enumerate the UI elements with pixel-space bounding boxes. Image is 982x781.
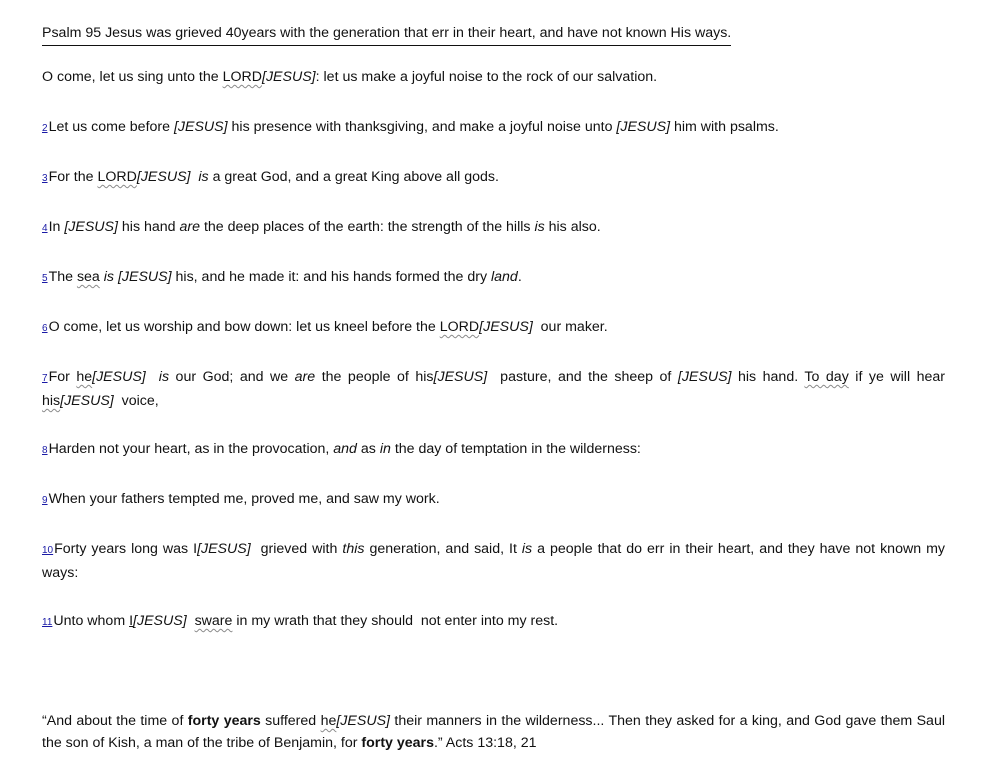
jesus-annotation: [JESUS] [92,369,146,385]
verse-text: if ye will hear [848,369,946,385]
verse-text: Harden not your heart, as in the provocation, [48,441,334,457]
bold-phrase: forty years [361,735,434,751]
verse-text: a people that do err in their heart, and they have not known my ways: [42,541,945,581]
jesus-annotation: [JESUS] [677,369,732,385]
verse-number[interactable]: 9 [42,495,48,506]
lord-word: LORD [439,319,480,335]
acts-quote [42,710,945,754]
verse-text: O come, let us sing unto the [42,69,223,85]
italic-word: land [491,269,518,285]
verse-number[interactable]: 3 [42,173,48,184]
verse-number[interactable]: 7 [42,373,48,384]
verse-text: O come, let us worship and bow down: let us kneel before the [48,319,440,335]
verse-1 [42,66,945,88]
verse-text: grieved with [250,541,343,557]
verse-text: . [517,269,522,285]
verse-text: For the [48,169,98,185]
verse-number[interactable]: 11 [42,617,53,628]
verse-text: Let us come before [48,119,174,135]
quote-text: .” Acts 13:18, 21 [433,735,537,751]
verse-number[interactable]: 2 [42,123,48,134]
italic-word: are [179,219,201,235]
verse-text: voice, [113,393,159,409]
quote-text: “And about the time of [42,713,188,729]
verse-text: For [48,369,77,385]
he-word: he [320,713,337,729]
i-word: I [129,613,134,629]
italic-word: this [342,541,365,557]
verse-8 [42,438,945,462]
verse-text: as [356,441,380,457]
lord-word: LORD [222,69,263,85]
verse-text: In [48,219,65,235]
verse-text: Forty years long was I [54,541,198,557]
verse-5 [42,266,945,290]
verse-number[interactable]: 8 [42,445,48,456]
jesus-annotation: [JESUS] [262,69,316,85]
sware-word: sware [194,613,233,629]
quote-text: their manners in the wilderness... Then they asked for a king, and God gave them Saul the son of Kish, a man of the tribe of Benjamin, for [42,713,945,751]
verse-4 [42,216,945,240]
italic-word: is [198,169,209,185]
verse-text: him with psalms. [670,119,779,135]
jesus-annotation: [JESUS] [336,713,390,729]
verse-3 [42,166,945,190]
verse-11 [42,610,945,634]
verse-number[interactable]: 4 [42,223,48,234]
to-day-word: To day [804,369,849,385]
verse-text: : let us make a joyful noise to the rock of our salvation. [315,69,658,85]
verse-text: our maker. [532,319,608,335]
jesus-annotation: [JESUS] [133,613,187,629]
jesus-annotation: [JESUS] [197,541,251,557]
verse-6 [42,316,945,340]
italic-word: are [294,369,316,385]
verse-number[interactable]: 5 [42,273,48,284]
sea-word: sea [76,269,100,285]
italic-word: is [158,369,170,385]
italic-word: in [379,441,391,457]
jesus-annotation: [JESUS] [136,169,191,185]
jesus-annotation: [JESUS] [433,369,488,385]
verse-text: his hand [117,219,180,235]
verse-text: our God; and we [169,369,295,385]
verse-text [146,369,159,385]
verse-text: The [48,269,77,285]
his-word: his [42,393,61,409]
jesus-annotation: [JESUS] [64,219,118,235]
italic-word: is [521,541,533,557]
verse-text: his presence with thanksgiving, and make a joyful noise unto [227,119,617,135]
verse-text: pasture, and the sheep of [487,369,678,385]
page-title: Psalm 95 Jesus was grieved 40years with the generation that err in their heart, and have not known His ways. [42,22,731,46]
bold-phrase: forty years [187,713,261,729]
verse-10 [42,538,945,584]
jesus-annotation: [JESUS] [616,119,671,135]
verse-text: in my wrath that they should not enter into my rest. [232,613,559,629]
verse-text: generation, and said, It [364,541,522,557]
he-word: he [76,369,93,385]
quote-text: suffered [260,713,321,729]
verse-text: Unto whom [53,613,130,629]
verse-number[interactable]: 10 [42,545,54,556]
italic-word: is [534,219,545,235]
verse-text: When your fathers tempted me, proved me, and saw my work. [48,491,440,507]
verse-text: a great God, and a great King above all gods. [208,169,499,185]
verse-text: his, and he made it: and his hands formed the dry [171,269,491,285]
lord-word: LORD [97,169,137,185]
verse-text: the deep places of the earth: the strength of the hills [200,219,535,235]
verse-text: the day of temptation in the wilderness: [390,441,641,457]
italic-word: and [333,441,357,457]
jesus-annotation: [JESUS] [173,119,228,135]
verse-text [187,613,195,629]
jesus-annotation: is [JESUS] [103,269,172,285]
jesus-annotation: [JESUS] [479,319,533,335]
verse-text: his also. [544,219,601,235]
verse-text: his hand. [731,369,805,385]
verse-7 [42,366,945,412]
verse-9 [42,488,945,512]
verse-text: the people of his [315,369,434,385]
jesus-annotation: [JESUS] [60,393,114,409]
verse-number[interactable]: 6 [42,323,48,334]
verse-2 [42,116,945,140]
